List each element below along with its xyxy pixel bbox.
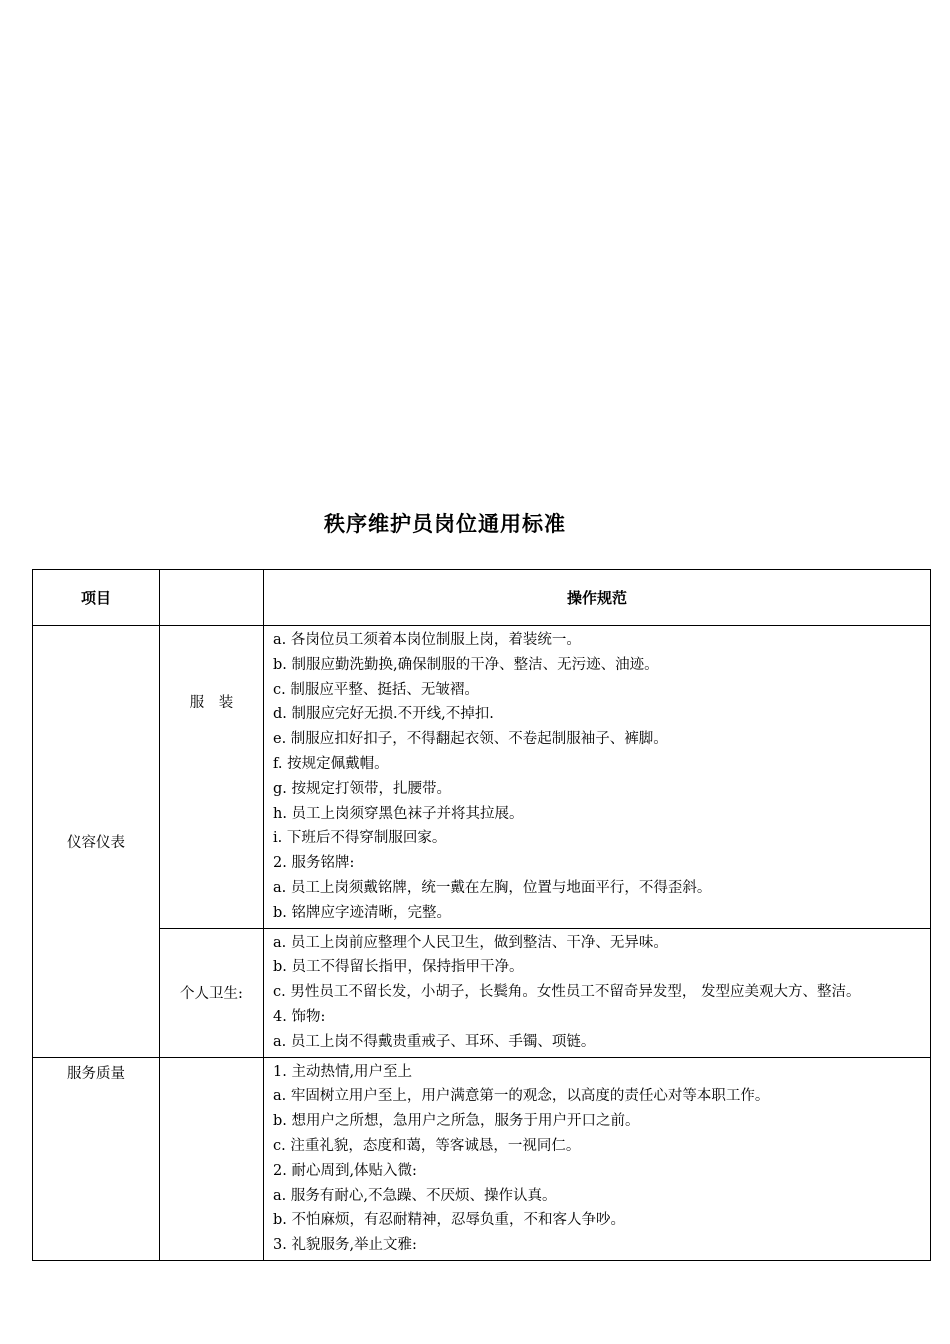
spec-cell-uniform: [264, 626, 931, 929]
spec-line: c. 注重礼貌，态度和蔼，等客诚恳，一视同仁。: [273, 1137, 581, 1154]
spec-line: b. 不怕麻烦，有忍耐精神，忍辱负重，不和客人争吵。: [273, 1212, 625, 1229]
subcategory-hygiene: 个人卫生:: [160, 928, 264, 1057]
spec-line: c. 男性员工不留长发，小胡子，长鬓角。女性员工不留奇异发型， 发型应美观大方、整洁。: [273, 984, 861, 1001]
spec-line: b. 想用户之所想，急用户之所急，服务于用户开口之前。: [273, 1113, 640, 1130]
spec-line: a. 各岗位员工须着本岗位制服上岗，着装统一。: [273, 632, 581, 648]
spec-line: g. 按规定打领带，扎腰带。: [273, 780, 451, 797]
spec-line: h. 员工上岗须穿黑色袜子并将其拉展。: [273, 805, 524, 822]
standards-table: [32, 569, 931, 1261]
spec-line: f. 按规定佩戴帽。: [273, 755, 389, 772]
page-title: 秩序维护员岗位通用标准: [324, 512, 566, 536]
subcategory-empty: [160, 1057, 264, 1260]
header-sub: [160, 570, 264, 626]
category-appearance: 仪容仪表: [33, 626, 160, 1058]
spec-line: a. 员工上岗须戴铭牌，统一戴在左胸，位置与地面平行，不得歪斜。: [273, 879, 712, 896]
spec-cell-service: [264, 1057, 931, 1260]
spec-line: a. 牢固树立用户至上，用户满意第一的观念，以高度的责任心对等本职工作。: [273, 1088, 770, 1105]
spec-line: b. 制服应勤洗勤换,确保制服的干净、整洁、无污迹、油迹。: [273, 656, 659, 673]
table-header-row: [33, 570, 931, 626]
spec-line: 2. 耐心周到,体贴入微:: [273, 1162, 417, 1179]
spec-line: c. 制服应平整、挺括、无皱褶。: [273, 681, 479, 698]
spec-line: b. 铭牌应字迹清晰，完整。: [273, 904, 451, 921]
header-spec: 操作规范: [264, 570, 931, 626]
spec-line: e. 制服应扣好扣子，不得翻起衣领、不卷起制服袖子、裤脚。: [273, 731, 668, 748]
spec-line: 1. 主动热情,用户至上: [273, 1063, 413, 1080]
spec-line: 3. 礼貌服务,举止文雅:: [273, 1237, 417, 1254]
spec-line: d. 制服应完好无损.不开线,不掉扣.: [273, 706, 494, 723]
spec-line: 2. 服务铭牌:: [273, 855, 355, 872]
table-row: [33, 626, 931, 929]
header-item: 项目: [33, 570, 160, 626]
spec-line: b. 员工不得留长指甲，保持指甲干净。: [273, 959, 524, 976]
spec-line: a. 员工上岗不得戴贵重戒子、耳环、手镯、项链。: [273, 1033, 596, 1050]
spec-line: a. 服务有耐心,不急躁、不厌烦、操作认真。: [273, 1187, 557, 1204]
spec-line: 4. 饰物:: [273, 1008, 326, 1025]
spec-cell-hygiene: [264, 928, 931, 1057]
category-service-quality: 服务质量: [33, 1057, 160, 1260]
table-row: [33, 928, 931, 1057]
table-row: [33, 1057, 931, 1260]
spec-line: i. 下班后不得穿制服回家。: [273, 830, 447, 847]
subcategory-label: 服 装: [189, 695, 234, 712]
subcategory-uniform: [160, 626, 264, 929]
spec-line: a. 员工上岗前应整理个人民卫生，做到整洁、干净、无异味。: [273, 934, 668, 951]
